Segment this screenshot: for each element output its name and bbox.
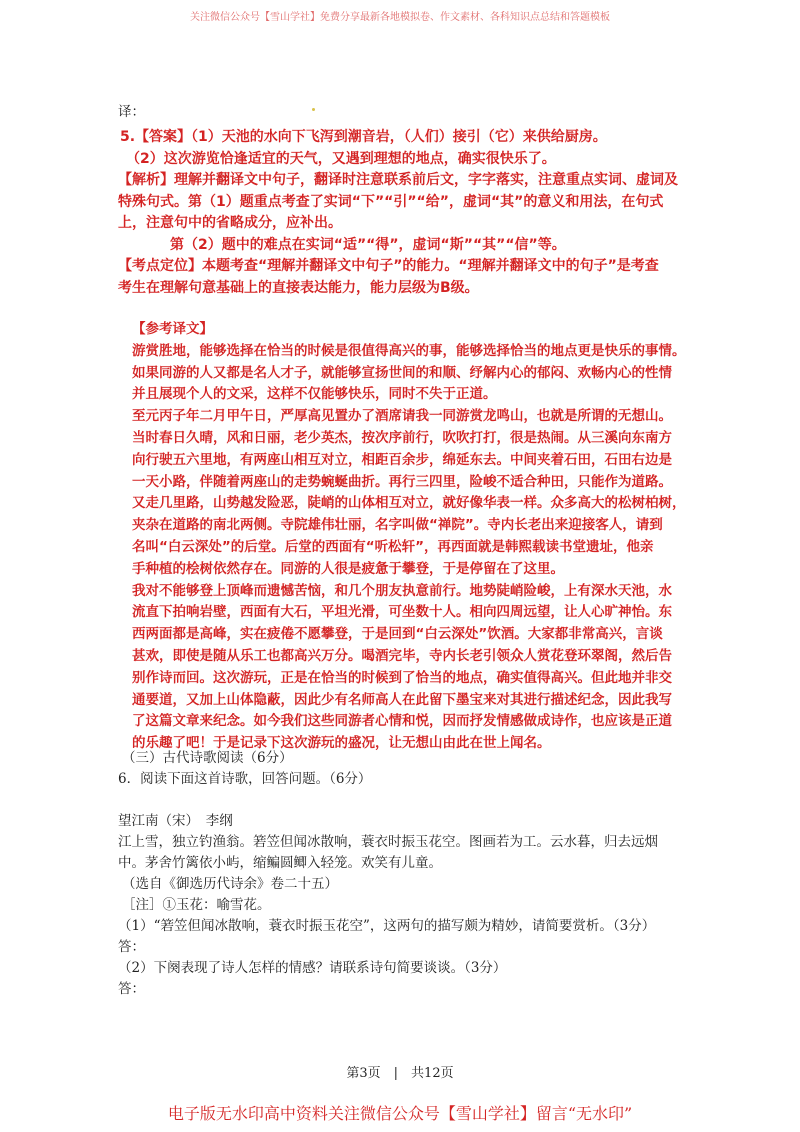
translation-heading: 【参考译文】 bbox=[132, 321, 213, 337]
poem-line: 江上雪，独立钓渔翁。箬笠但闻冰散响，蓑衣时振玉花空。图画若为工。云水暮，归去远烟 bbox=[118, 834, 658, 850]
question-intro: 6．阅读下面这首诗歌，回答问题。（6分） bbox=[118, 771, 372, 787]
header-banner: 关注微信公众号【雪山学社】免费分享最新各地模拟卷、作文素材、各科知识点总结和答题模板 bbox=[190, 12, 610, 23]
answer-1-label: 答： bbox=[118, 939, 145, 955]
question-2: （2）下阕表现了诗人怎样的情感？请联系诗句简要谈谈。（3分） bbox=[118, 960, 507, 976]
analysis-line: 【解析】理解并翻译文中句子，翻译时注意联系前后文，字字落实，注意重点实词、虚词及 bbox=[118, 172, 678, 188]
answer-line-2: （2）这次游览恰逢适宜的天气，又遇到理想的地点，确实很快乐了。 bbox=[126, 150, 556, 167]
translation-line: 向行驶五六里地，有两座山相互对立，相距百余步，绵延东去。中间夹着石田，石田右边是 bbox=[132, 451, 672, 468]
translation-line: 并且展现个人的文采，这样不仅能够快乐，同时不失于正道。 bbox=[132, 386, 497, 403]
analysis-extra: 第（2）题中的难点在实词“适”“得”，虚词“斯”“其”“信”等。 bbox=[170, 236, 566, 253]
answer-line-1: 5.【答案】（1）天池的水向下飞泻到潮音岩，（人们）接引（它）来供给厨房。 bbox=[120, 129, 607, 145]
kaodian-line: 考生在理解句意基础上的直接表达能力，能力层级为B级。 bbox=[118, 279, 479, 296]
analysis-line: 特殊句式。第（1）题重点考查了实词“下”“引”“给”，虚词“其”的意义和用法，在句式 bbox=[118, 193, 664, 210]
translation-block bbox=[132, 319, 692, 755]
answer-block bbox=[118, 127, 698, 299]
section-title: （三）古代诗歌阅读（6分） bbox=[122, 750, 293, 766]
translation-line: 手种植的桧树依然存在。同游的人很是疲惫于攀登，于是停留在了这里。 bbox=[132, 560, 564, 577]
kaodian-line: 【考点定位】本题考查“理解并翻译文中句子”的能力。“理解并翻译文中的句子”是考查 bbox=[118, 258, 659, 274]
translation-line: 了这篇文章来纪念。如今我们这些同游者心情和悦，因而抒发情感做成诗作，也应该是正道 bbox=[132, 713, 672, 730]
spacer bbox=[122, 790, 702, 811]
translation-line: 别作诗而回。这次游玩，正是在恰当的时候到了恰当的地点，确实值得高兴。但此地并非交 bbox=[132, 669, 672, 686]
translation-line: 游赏胜地，能够选择在恰当的时候是很值得高兴的事，能够选择恰当的地点更是快乐的事情。 bbox=[132, 342, 686, 359]
stray-dot bbox=[312, 108, 315, 111]
translation-line: 通要道，又加上山体隐蔽，因此少有名师高人在此留下墨宝来对其进行描述纪念，因此我写 bbox=[132, 691, 672, 708]
poem-note: ［注］①玉花：喻雪花。 bbox=[122, 897, 271, 913]
answer-2-label: 答： bbox=[118, 981, 145, 997]
poem-title: 望江南（宋） 李纲 bbox=[118, 813, 233, 829]
translation-line: 我对不能够登上顶峰而遗憾苦恼，和几个朋友执意前行。地势陡峭险峻，上有深水天池，水 bbox=[132, 582, 672, 599]
translation-line: 夹杂在道路的南北两侧。寺院雄伟壮丽，名字叫做“禅院”。寺内长老出来迎接客人，请到 bbox=[132, 517, 663, 534]
page-number: 第3页 | 共12页 bbox=[346, 1066, 454, 1081]
translation-line: 甚欢，即使是随从乐工也都高兴万分。喝酒完毕，寺内长老引领众人赏花登环翠阁，然后告 bbox=[132, 647, 672, 664]
translation-line: 又走几里路，山势越发险恶，陡峭的山体相互对立，就好像华表一样。众多高大的松树柏树， bbox=[132, 495, 686, 512]
footer-note: 电子版无水印高中资料关注微信公众号【雪山学社】留言“无水印” bbox=[167, 1104, 633, 1123]
analysis-line: 上，注意句中的省略成分，应补出。 bbox=[118, 215, 342, 231]
poem-line: 中。茅舍竹篱依小屿，缩鳊圆鲫入轻笼。欢笑有儿童。 bbox=[118, 855, 442, 871]
translation-label: 译： bbox=[118, 104, 145, 120]
translation-line: 的乐趣了吧！于是记录下这次游玩的盛况，让无想山由此在世上闻名。 bbox=[132, 735, 551, 752]
translation-line: 如果同游的人又都是名人才子，就能够宣扬世间的和顺、纾解内心的郁闷、欢畅内心的性情 bbox=[132, 364, 672, 381]
translation-line: 一天小路，伴随着两座山的走势蜿蜒曲折。再行三四里，险峻不适合种田，只能作为道路。 bbox=[132, 473, 672, 490]
poetry-section bbox=[118, 748, 702, 1000]
poem-source: （选自《御选历代诗余》卷二十五） bbox=[122, 876, 338, 892]
translation-line: 流直下拍响岩壁，西面有大石，平坦光滑，可坐数十人。相向四周远望，让人心旷神怡。东 bbox=[132, 604, 672, 621]
translation-line: 西两面都是高峰，实在疲倦不愿攀登，于是回到“白云深处”饮酒。大家都非常高兴，言谈 bbox=[132, 626, 663, 643]
translation-line: 至元丙子年二月甲午日，严厚高见置办了酒席请我一同游赏龙鸣山，也就是所谓的无想山。 bbox=[132, 408, 672, 425]
translation-line: 当时春日久晴，风和日丽，老少英杰，按次序前行，吹吹打打，很是热闹。从三溪向东南方 bbox=[132, 429, 672, 446]
translation-line: 名叫“白云深处”的后堂。后堂的西面有“听松轩”，再西面就是韩熙载读书堂遗址，他亲 bbox=[132, 538, 654, 555]
question-1: （1）“箬笠但闻冰散响，蓑衣时振玉花空”，这两句的描写颇为精妙，请简要赏析。（3分） bbox=[118, 918, 656, 934]
